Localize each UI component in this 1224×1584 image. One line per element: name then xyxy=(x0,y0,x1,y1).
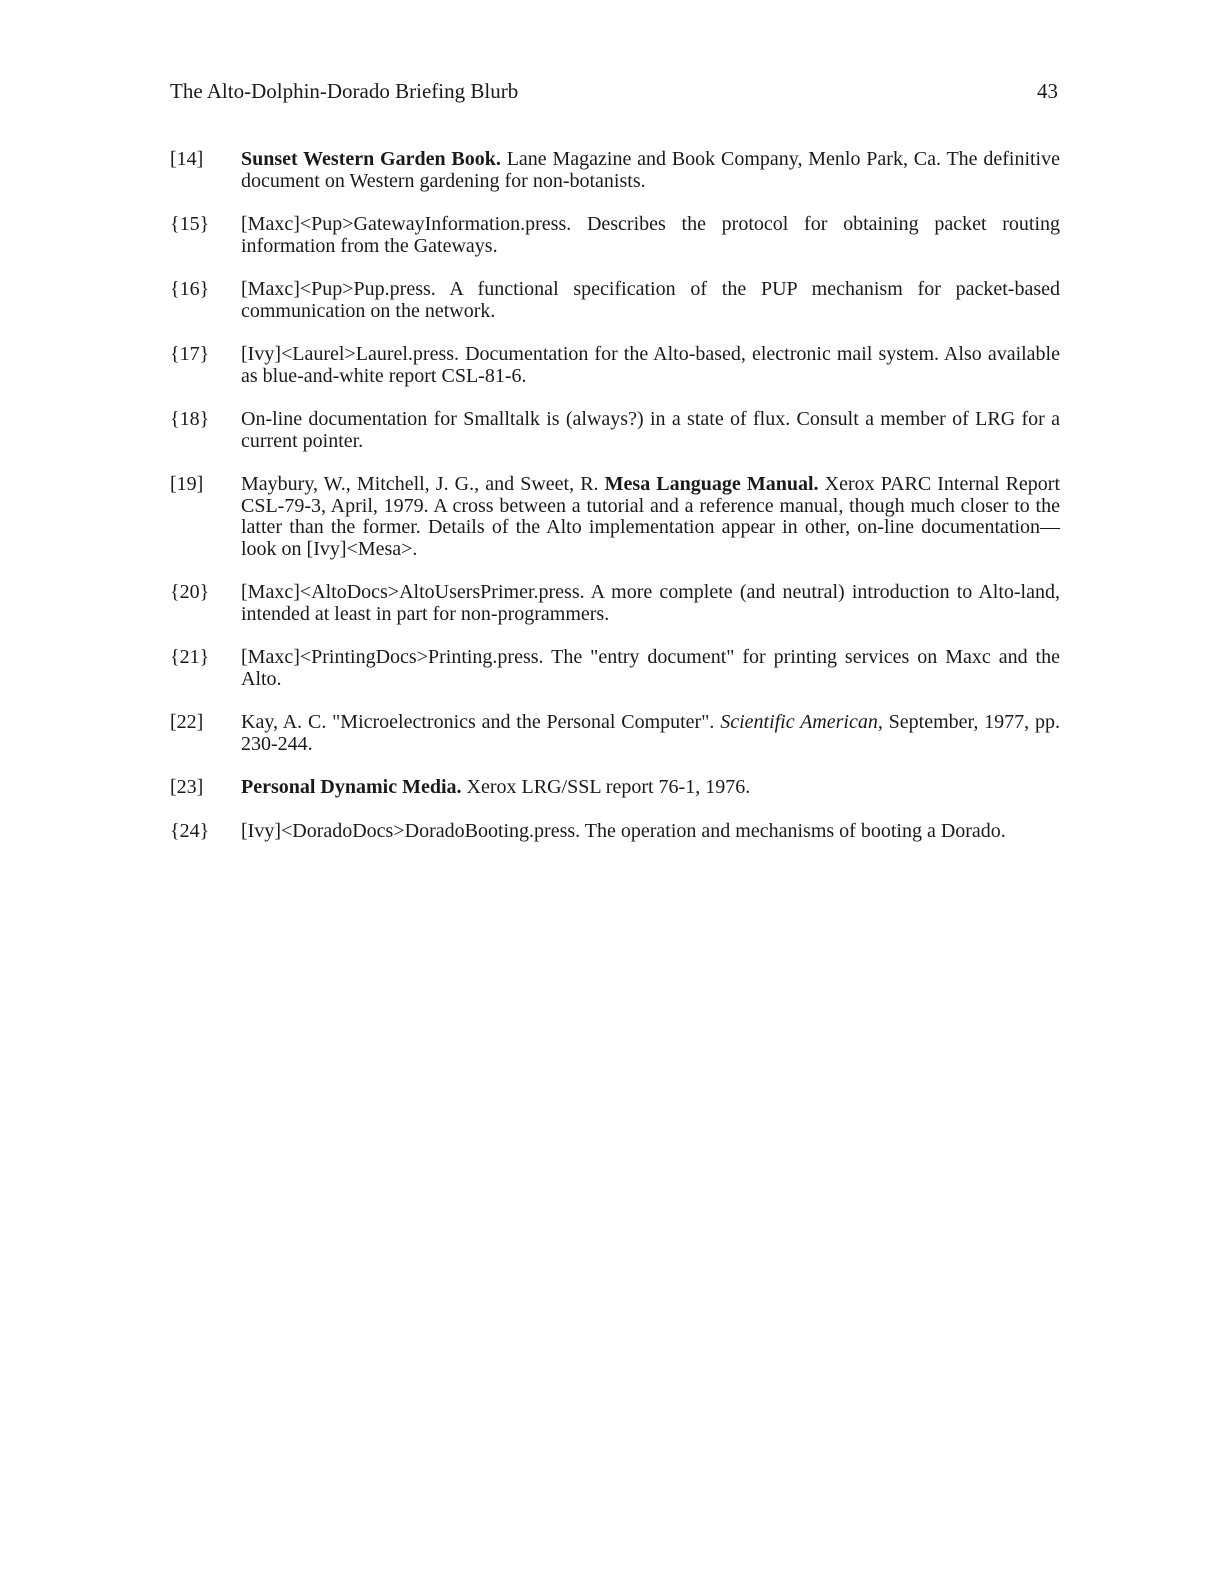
reference-text-span: [Ivy]<Laurel>Laurel.press. Documentation for the Alto-based, electronic mail system. Also available as blue-and-white report CSL-81-6. xyxy=(241,343,1060,387)
reference-text xyxy=(241,149,1060,192)
reference-text-span: Kay, A. C. "Microelectronics and the Personal Computer". xyxy=(241,711,721,733)
reference-label: [22] xyxy=(170,711,204,733)
reference-journal-italic: Scientific American, xyxy=(720,711,883,733)
reference-label: {17} xyxy=(170,343,210,365)
reference-text xyxy=(241,777,1060,799)
reference-text-span: Lane Magazine and Book Company, Menlo Park, Ca. The definitive document on Western gardening for non-botanists. xyxy=(241,148,1060,192)
reference-text xyxy=(241,344,1060,387)
reference-text xyxy=(241,279,1060,322)
page-number: 43 xyxy=(1037,79,1058,103)
reference-label: {15} xyxy=(170,213,210,235)
reference-text-span: [Maxc]<PrintingDocs>Printing.press. The "entry document" for printing services on Maxc and the Alto. xyxy=(241,646,1060,690)
reference-label: [23] xyxy=(170,776,204,798)
reference-text-span: Maybury, W., Mitchell, J. G., and Sweet, R. xyxy=(241,473,605,495)
reference-text-span: Xerox LRG/SSL report 76-1, 1976. xyxy=(461,776,751,798)
reference-entry xyxy=(170,777,1060,799)
running-title: The Alto-Dolphin-Dorado Briefing Blurb xyxy=(170,79,519,103)
reference-text xyxy=(241,712,1060,755)
reference-text xyxy=(241,647,1060,690)
reference-entry xyxy=(170,279,1060,322)
reference-entry xyxy=(170,214,1060,257)
reference-text xyxy=(241,214,1060,257)
reference-title-bold: Personal Dynamic Media. xyxy=(241,776,462,798)
reference-label: {24} xyxy=(170,819,210,842)
reference-text-span: Xerox PARC Internal Report CSL-79-3, April, 1979. A cross between a tutorial and a reference manual, though much closer to the latter than the former. Details of the Alto implementation appear in other, on-line documentation—look on [Ivy]<Mesa>. xyxy=(241,473,1061,560)
reference-entry xyxy=(170,647,1060,690)
reference-text xyxy=(241,474,1060,560)
reference-list xyxy=(170,149,1060,864)
page-header xyxy=(170,78,1058,108)
reference-entry xyxy=(170,149,1060,192)
reference-entry xyxy=(170,712,1060,755)
reference-text xyxy=(241,821,1060,843)
reference-label: {20} xyxy=(170,581,210,603)
reference-label: {16} xyxy=(170,278,210,300)
reference-label: {21} xyxy=(170,646,210,668)
reference-title-bold: Mesa Language Manual. xyxy=(604,473,819,495)
reference-text-span: [Ivy]<DoradoDocs>DoradoBooting.press. The operation and mechanisms of booting a Dorado. xyxy=(241,819,1006,842)
reference-text-span: [Maxc]<Pup>GatewayInformation.press. Describes the protocol for obtaining packet routing information from the Gateways. xyxy=(241,213,1060,257)
reference-text xyxy=(241,409,1060,452)
reference-text-span: [Maxc]<AltoDocs>AltoUsersPrimer.press. A more complete (and neutral) introduction to Alto-land, intended at least in part for non-programmers. xyxy=(241,581,1060,625)
reference-entry xyxy=(170,582,1060,625)
reference-label: {18} xyxy=(170,408,210,430)
reference-label: [19] xyxy=(170,473,204,495)
reference-text-span: [Maxc]<Pup>Pup.press. A functional specification of the PUP mechanism for packet-based communication on the network. xyxy=(241,278,1060,322)
reference-text-span: On-line documentation for Smalltalk is (always?) in a state of flux. Consult a member of LRG for a current pointer. xyxy=(241,408,1060,452)
reference-text-span: September, 1977, pp. 230-244. xyxy=(241,711,1060,755)
reference-entry xyxy=(170,344,1060,387)
reference-label: [14] xyxy=(170,148,204,170)
reference-text xyxy=(241,582,1060,625)
reference-entry xyxy=(170,474,1060,560)
reference-entry xyxy=(170,409,1060,452)
reference-title-bold: Sunset Western Garden Book. xyxy=(241,148,501,170)
reference-entry xyxy=(170,821,1060,843)
